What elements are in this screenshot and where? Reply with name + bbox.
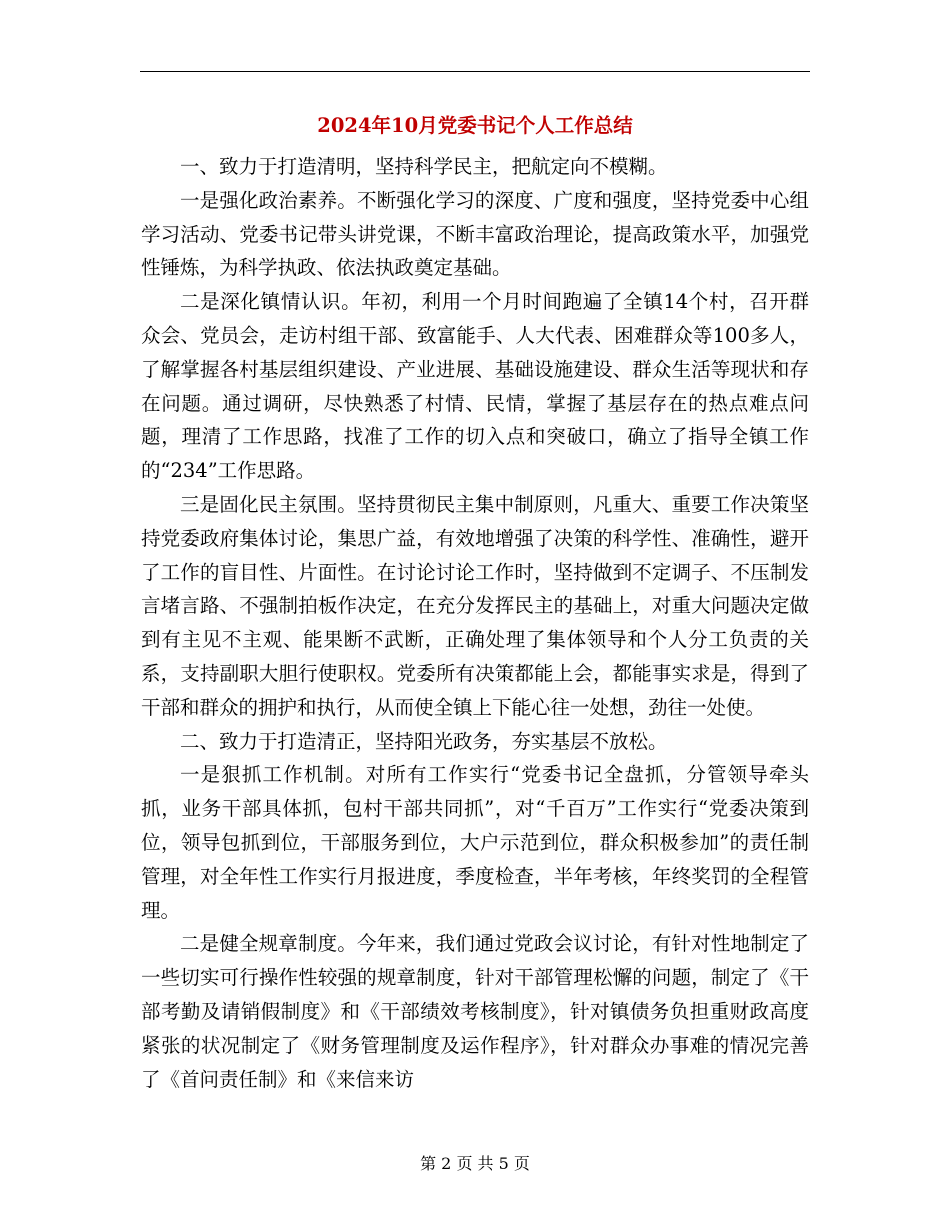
document-body [141,150,809,1096]
paragraph: 三是固化民主氛围。坚持贯彻民主集中制原则，凡重大、重要工作决策坚持党委政府集体讨论，集思广益，有效地增强了决策的科学性、准确性，避开了工作的盲目性、片面性。在讨论讨论工作时，坚持做到不定调子、不压制发言堵言路、不强制拍板作决定，在充分发挥民主的基础上，对重大问题决定做到有主见不主观、能果断不武断，正确处理了集体领导和个人分工负责的关系，支持副职大胆行使职权。党委所有决策都能上会，都能事实求是，得到了干部和群众的拥护和执行，从而使全镇上下能心往一处想，劲往一处使。 [141,492,809,719]
document-title: 2024年10月党委书记个人工作总结 [317,114,633,137]
paragraph: 二是深化镇情认识。年初，利用一个月时间跑遍了全镇14个村，召开群众会、党员会，走访村组干部、致富能手、人大代表、困难群众等100多人，了解掌握各村基层组织建设、产业进展、基础设施建设、群众生活等现状和存在问题。通过调研，尽快熟悉了村情、民情，掌握了基层存在的热点难点问题，理清了工作思路，找准了工作的切入点和突破口，确立了指导全镇工作的“234”工作思路。 [141,290,809,483]
paragraph: 一是狠抓工作机制。对所有工作实行“党委书记全盘抓，分管领导牵头抓，业务干部具体抓，包村干部共同抓”，对“千百万”工作实行“党委决策到位，领导包抓到位，干部服务到位，大户示范到位，群众积极参加”的责任制管理，对全年性工作实行月报进度，季度检查，半年考核，年终奖罚的全程管理。 [141,763,809,922]
paragraph: 一、致力于打造清明，坚持科学民主，把航定向不模糊。 [180,155,668,178]
header-rule [140,71,810,72]
paragraph: 一是强化政治素养。不断强化学习的深度、广度和强度，坚持党委中心组学习活动、党委书记带头讲党课，不断丰富政治理论，提高政策水平，加强党性锤炼，为科学执政、依法执政奠定基础。 [141,188,809,280]
paragraph: 二、致力于打造清正，坚持阳光政务，夯实基层不放松。 [180,729,668,753]
paragraph: 二是健全规章制度。今年来，我们通过党政会议讨论，有针对性地制定了一些切实可行操作性较强的规章制度，针对干部管理松懈的问题，制定了《干部考勤及请销假制度》和《干部绩效考核制度》，针对镇债务负担重财政高度紧张的状况制定了《财务管理制度及运作程序》，针对群众办事难的情况完善了《首问责任制》和《来信来访 [141,932,809,1091]
page-number-footer: 第 2 页 共 5 页 [420,1154,530,1173]
